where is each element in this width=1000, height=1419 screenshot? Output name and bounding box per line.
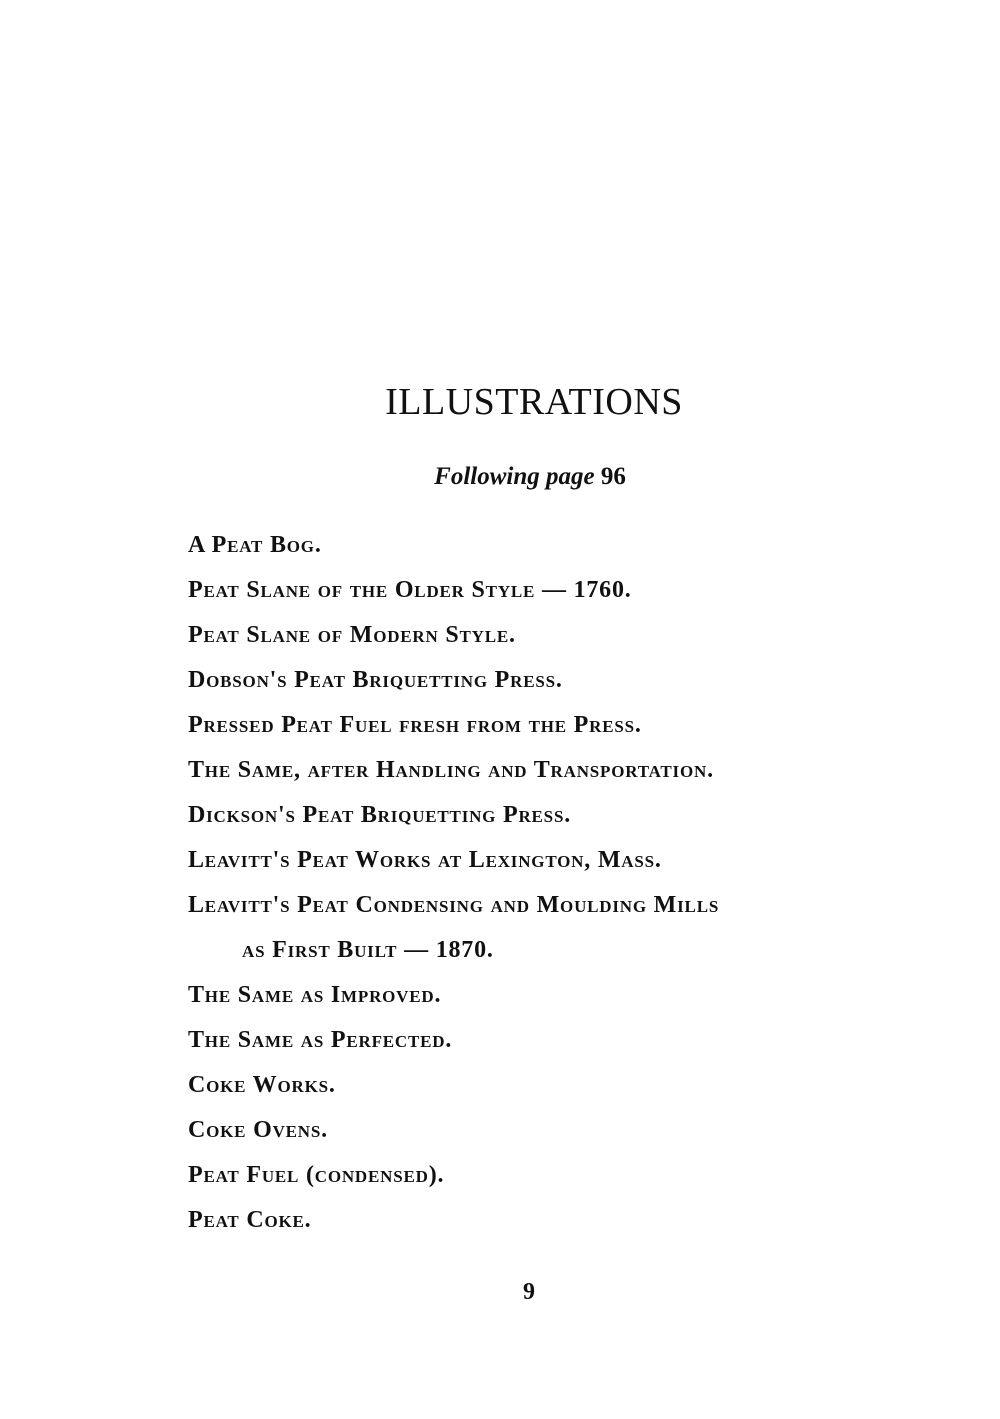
list-item: The Same as Improved. (188, 982, 442, 1008)
list-item-continuation: as First Built — 1870. (242, 937, 494, 963)
list-item: Peat Slane of Modern Style. (188, 622, 516, 648)
list-item: Peat Slane of the Older Style — 1760. (188, 577, 632, 603)
list-item: Coke Ovens. (188, 1117, 328, 1143)
list-item: A Peat Bog. (188, 532, 322, 558)
following-page-label: Following page (434, 463, 595, 490)
list-item: Leavitt's Peat Condensing and Moulding Mills (188, 892, 720, 918)
list-item: Coke Works. (188, 1072, 336, 1098)
illustrations-list (188, 523, 908, 1243)
list-item: Pressed Peat Fuel fresh from the Press. (188, 712, 642, 738)
page-number: 9 (523, 1279, 535, 1305)
list-item: The Same, after Handling and Transportation. (188, 757, 714, 783)
following-page-note (0, 463, 1000, 491)
page-title: ILLUSTRATIONS (385, 381, 683, 423)
list-item: Leavitt's Peat Works at Lexington, Mass. (188, 847, 662, 873)
list-item: Peat Fuel (condensed). (188, 1162, 445, 1188)
list-item: Peat Coke. (188, 1207, 312, 1233)
list-item: Dobson's Peat Briquetting Press. (188, 667, 563, 693)
following-page-number: 96 (600, 463, 626, 490)
list-item: The Same as Perfected. (188, 1027, 453, 1053)
list-item: Dickson's Peat Briquetting Press. (188, 802, 571, 828)
